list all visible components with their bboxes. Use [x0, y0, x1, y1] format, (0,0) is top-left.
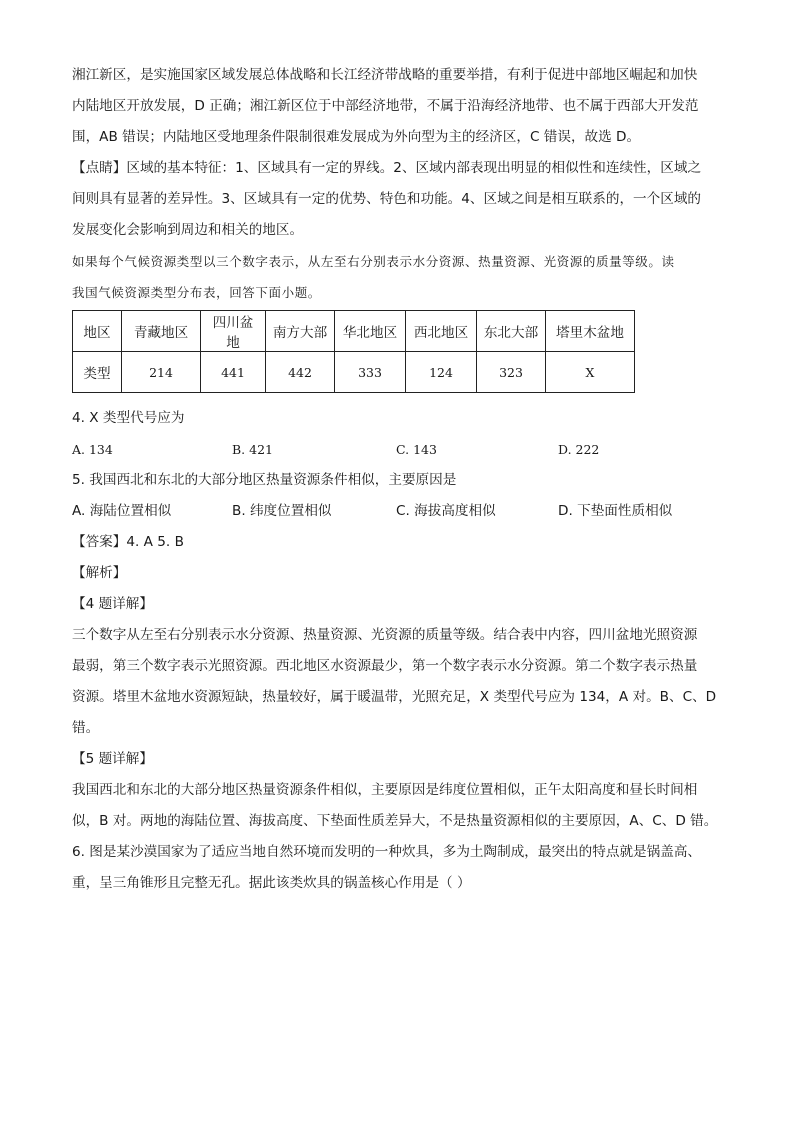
option-a: A. 134: [72, 442, 113, 457]
analysis-label: 【解析】: [72, 565, 127, 581]
detail-5-paragraph: [72, 775, 732, 837]
table-cell: 214: [122, 352, 201, 393]
question-6-line-1: 6. 图是某沙漠国家为了适应当地自然环境而发明的一种炊具，多为土陶制成，最突出的特点就是锅盖高、: [72, 844, 702, 860]
detail-4-paragraph: [72, 620, 732, 744]
detail-4-label: 【4 题详解】: [72, 596, 153, 612]
table-value-row: [73, 352, 635, 393]
option-a: A. 海陆位置相似: [72, 503, 172, 519]
option-d: D. 下垫面性质相似: [558, 503, 673, 519]
intro-line-1: 湘江新区，是实施国家区域发展总体战略和长江经济带战略的重要举措，有利于促进中部地区崛起和加快: [72, 67, 698, 83]
climate-resource-table: [72, 310, 635, 393]
option-d: D. 222: [558, 442, 600, 457]
table-cell: 442: [266, 352, 335, 393]
intro-paragraph: [72, 60, 732, 153]
question-5: 5. 我国西北和东北的大部分地区热量资源条件相似，主要原因是: [72, 472, 457, 488]
table-cell: 类型: [73, 352, 122, 393]
question-6: [72, 837, 732, 899]
detail-4-line-3: 资源。塔里木盆地水资源短缺，热量较好，属于暖温带，光照充足，X 类型代号应为 134，A 对。B、C、D: [72, 689, 717, 705]
document-page: [72, 60, 732, 899]
table-header-row: [73, 311, 635, 352]
detail-4-line-4: 错。: [72, 720, 100, 736]
detail-4-line-2: 最弱，第三个数字表示光照资源。西北地区水资源最少，第一个数字表示水分资源。第二个数字表示热量: [72, 658, 698, 674]
table-cell: 441: [201, 352, 266, 393]
dianjing-line-1: 【点睛】区域的基本特征：1、区域具有一定的界线。2、区域内部表现出明显的相似性和连续性，区域之: [72, 160, 702, 176]
dianjing-line-2: 间则具有显著的差异性。3、区域具有一定的优势、特色和功能。4、区域之间是相互联系的，一个区域的: [72, 191, 702, 207]
table-cell: 东北大部: [477, 311, 546, 352]
detail-4-line-1: 三个数字从左至右分别表示水分资源、热量资源、光资源的质量等级。结合表中内容，四川盆地光照资源: [72, 627, 698, 643]
dianjing-paragraph: [72, 153, 732, 246]
question-stem: [72, 246, 732, 308]
table-cell: 124: [406, 352, 477, 393]
intro-line-3: 围，AB 错误；内陆地区受地理条件限制很难发展成为外向型为主的经济区，C 错误，故选 D。: [72, 129, 641, 145]
table-cell: 西北地区: [406, 311, 477, 352]
table-cell: X: [546, 352, 635, 393]
option-b: B. 纬度位置相似: [232, 503, 332, 519]
intro-line-2: 内陆地区开放发展，D 正确；湘江新区位于中部经济地带，不属于沿海经济地带、也不属于西部大开发范: [72, 98, 699, 114]
question-5-options: [72, 496, 732, 527]
dianjing-line-3: 发展变化会影响到周边和相关的地区。: [72, 222, 304, 238]
table-cell: 地区: [73, 311, 122, 352]
stem-line-1: 如果每个气候资源类型以三个数字表示，从左至右分别表示水分资源、热量资源、光资源的质量等级。读: [72, 254, 675, 269]
table-cell: 323: [477, 352, 546, 393]
option-b: B. 421: [232, 442, 273, 457]
question-4: 4. X 类型代号应为: [72, 410, 185, 426]
question-4-options: [72, 434, 732, 465]
detail-5-label: 【5 题详解】: [72, 751, 153, 767]
table-cell: 青藏地区: [122, 311, 201, 352]
option-c: C. 143: [396, 442, 437, 457]
option-c: C. 海拔高度相似: [396, 503, 496, 519]
table-cell: 塔里木盆地: [546, 311, 635, 352]
detail-5-line-2: 似，B 对。两地的海陆位置、海拔高度、下垫面性质差异大，不是热量资源相似的主要原因，A、C、D 错。: [72, 813, 718, 829]
table-cell: 南方大部: [266, 311, 335, 352]
stem-line-2: 我国气候资源类型分布表，回答下面小题。: [72, 285, 321, 300]
table-cell: 四川盆地: [201, 311, 266, 352]
table-cell: 华北地区: [335, 311, 406, 352]
question-6-line-2: 重，呈三角锥形且完整无孔。据此该类炊具的锅盖核心作用是（ ）: [72, 875, 471, 891]
table-cell: 333: [335, 352, 406, 393]
detail-5-line-1: 我国西北和东北的大部分地区热量资源条件相似，主要原因是纬度位置相似，正午太阳高度和昼长时间相: [72, 782, 698, 798]
answer-line: 【答案】4. A 5. B: [72, 534, 184, 550]
